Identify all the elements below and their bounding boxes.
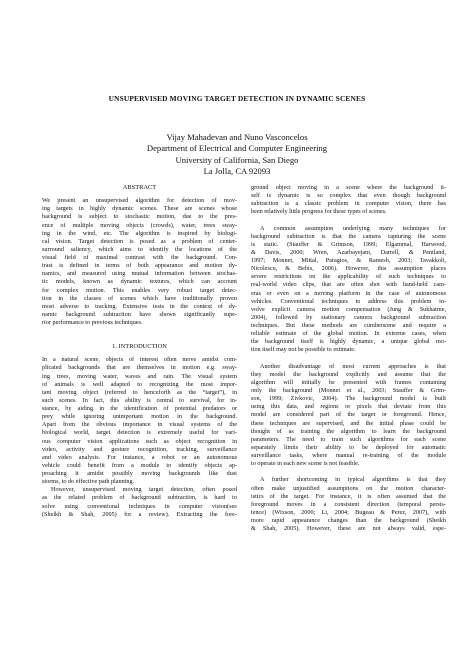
text-line: solve using conventional techniques in computer vision(see xyxy=(42,502,237,510)
text-line: often make unjustified assumptions on the motion character- xyxy=(251,484,446,492)
right-paragraph-2 xyxy=(251,225,446,355)
section-gap xyxy=(42,327,237,343)
text-line: reliable estimate of the global motion. In extreme cases, when xyxy=(251,330,446,338)
text-line: background subtraction is that the camera capturing the scene xyxy=(251,232,446,240)
text-line: tion itself may not be possible to estimate. xyxy=(251,346,356,354)
text-line: tic models, known as dynamic textures, which can account xyxy=(42,278,237,286)
text-line: namic background subtraction have shown significantly supe- xyxy=(42,310,237,318)
paragraph-gap xyxy=(251,217,446,225)
text-line: ing targets in highly dynamic scenes. These are scenes whose xyxy=(42,205,237,213)
right-paragraph-1 xyxy=(251,184,446,217)
author-names: Vijay Mahadevan and Nuno Vasconcelos xyxy=(166,132,308,142)
text-line: 1997; Monnet, Mittal, Paragios, & Ramesh, 2003; Tavakkoli, xyxy=(251,257,446,265)
text-line: most adverse to tracking. Extensive tests in the context of dy- xyxy=(42,302,237,310)
text-line: separately limits their ability to be deployed for automatic xyxy=(251,443,446,451)
text-line: is static. (Stauffer & Grimson, 1999; Elgammal, Harwood, xyxy=(251,240,446,248)
text-line: & Shah, 2005). However, these are not always valid, espe- xyxy=(251,525,446,533)
text-line: been relatively little progress for these types of scenes. xyxy=(251,208,387,216)
text-line: Nicolescu, & Bebis, 2006). However, this assumption places xyxy=(251,265,446,273)
text-line: such scenes. In fact, this ability is central to survival, for in- xyxy=(42,396,237,404)
text-line: biological world, target detection is extremely useful for vari- xyxy=(42,429,237,437)
text-line: video, activity and gesture recognition, tracking, surveillance xyxy=(42,445,237,453)
text-line: & Davis, 2000; Wren, Azarbayejani, Darrell, & Pentland, xyxy=(251,248,446,256)
text-line: as the related problem of background subtraction, is hard to xyxy=(42,494,237,502)
text-line: storms, to do effective path planning. xyxy=(42,478,135,486)
text-line: However, unsupervised moving target detection, often posed xyxy=(51,486,237,494)
text-line: plicated backgrounds that are themselves in motion e.g. sway- xyxy=(42,364,237,372)
text-line: We present an unsupervised algorithm for detection of mov- xyxy=(42,197,237,205)
text-line: the background itself is highly dynamic, a unique global mo- xyxy=(251,338,446,346)
text-line: thought of as training the algorithm to learn the background xyxy=(251,427,446,435)
left-column xyxy=(42,184,237,519)
text-line: eras or even on a moving platform in the case of autonomous xyxy=(251,289,446,297)
right-paragraph-4 xyxy=(251,476,446,533)
text-line: istics of the target. For instance, it is often assumed that the xyxy=(251,492,446,500)
text-line: background is subject to stochastic motion, due to the pres- xyxy=(42,213,237,221)
text-line: surround saliency, which aims to identify the locations of the xyxy=(42,245,237,253)
abstract-body xyxy=(42,197,237,327)
author-block xyxy=(0,132,474,178)
text-line: proaching it amidst possibly moving backgrounds like dust xyxy=(42,470,237,477)
introduction-paragraph-2 xyxy=(42,486,237,519)
text-line: only the background (Monnet et al., 2003; Stauffer & Grim- xyxy=(251,387,446,395)
text-line: ground object moving in a scene where the background it- xyxy=(251,184,446,191)
text-line: Another disadvantage of most current approaches is that xyxy=(260,362,446,370)
text-line: self is dynamic is so complex that even though background xyxy=(251,192,446,200)
text-line: subtraction is a classic problem in computer vision, there has xyxy=(251,200,446,208)
text-line: they model the background explicitly and assume that the xyxy=(251,370,446,378)
text-line: more rapid appearance changes than the background (Sheikh xyxy=(251,517,446,525)
right-paragraph-3 xyxy=(251,363,446,469)
text-line: for complex motion. This enables very robust target detec- xyxy=(42,286,237,294)
paragraph-gap xyxy=(251,355,446,363)
introduction-heading: 1. INTRODUCTION xyxy=(112,343,167,351)
text-line: vehicle could benefit from a module to identify objects ap- xyxy=(42,461,237,469)
text-line: 2004), followed by stationary camera background subtraction xyxy=(251,313,446,321)
text-line: ous computer vision applications such as object recognition in xyxy=(42,437,237,445)
introduction-paragraph-1 xyxy=(42,356,237,486)
text-line: prey while ignoring unimportant motion in the background. xyxy=(42,413,237,421)
text-line: algorithm will initially be presented with frames containing xyxy=(251,378,446,386)
paper-title: UNSUPERVISED MOVING TARGET DETECTION IN DYNAMIC SCENES xyxy=(108,94,366,103)
text-line: severe restrictions on the applicability of such techniques to xyxy=(251,273,446,281)
text-line: In a natural scene, objects of interest often move amidst com- xyxy=(42,356,237,364)
text-line: ing trees, moving water, waves and rain. The visual system xyxy=(42,372,237,380)
text-line: tion in the classes of scenes which have traditionally proven xyxy=(42,294,237,302)
text-line: stance, by aiding in the identification of potential predators or xyxy=(42,405,237,412)
text-line: tant moving object (referred to henceforth as the “target”), in xyxy=(42,388,237,396)
text-line: these techniques are supervised, and the initial phase could be xyxy=(251,419,446,427)
author-location: La Jolla, CA 92093 xyxy=(203,166,271,177)
paragraph-gap xyxy=(251,468,446,476)
text-line: foreground moves in a consistent direction (temporal persis- xyxy=(251,500,446,508)
text-line: ing in the wind, etc. The algorithm is inspired by biologi- xyxy=(42,229,237,237)
text-line: and video analysis. For instance, a robot or an autonomous xyxy=(42,453,237,461)
author-university: University of California, San Diego xyxy=(175,154,299,165)
text-line: vehicles. Conventional techniques to address this problem in- xyxy=(251,297,446,305)
text-line: Apart from the obvious importance in visual systems of the xyxy=(42,421,237,429)
text-line: A further shortcoming in typical algorithms is that they xyxy=(260,476,446,484)
text-line: visual field of maximal contrast with the background. Con- xyxy=(42,254,237,261)
text-line: rior performance to previous techniques. xyxy=(42,319,143,326)
text-line: model are considered part of the target or foreground. Hence, xyxy=(251,411,446,419)
text-line: son, 1999; Zivkovic, 2004). The background model is built xyxy=(251,395,446,403)
text-line: surveillance tasks, where manual re-training of the module xyxy=(251,452,446,460)
text-line: real-world video clips, that are often shot with hand-held cam- xyxy=(251,281,446,289)
text-line: parameters. The need to train such algorithms for each scene xyxy=(251,435,446,443)
right-column xyxy=(251,184,446,533)
text-line: volve explicit camera motion compensation (Jung & Sukhatme, xyxy=(251,305,446,313)
text-line: A common assumption underlying many techniques for xyxy=(260,224,446,232)
text-line: techniques. But these methods are cumbersome and require a xyxy=(251,322,446,330)
text-line: using this data, and regions or pixels that deviate from this xyxy=(251,403,446,411)
text-line: of animals is well adapted to recognizing the most impor- xyxy=(42,380,237,388)
text-line: ence of multiple moving objects (crowds), water, trees sway- xyxy=(42,221,237,229)
text-line: (Sheikh & Shah, 2005) for a review). Extracting the fore- xyxy=(42,510,237,518)
text-line: tence) (Wixson, 2000; Li, 2004; Bugeau & Perez, 2007), with xyxy=(251,508,446,516)
abstract-heading: ABSTRACT xyxy=(122,184,157,191)
text-line: to operate in each new scene is not feasible. xyxy=(251,460,360,468)
text-line: trast is defined in terms of both appearance and motion dy- xyxy=(42,262,237,270)
text-line: cal vision. Target detection is posed as a problem of center- xyxy=(42,237,237,245)
author-department: Department of Electrical and Computer Engineering xyxy=(146,143,328,154)
text-line: namics, and measured using mutual information between stochas- xyxy=(42,270,237,278)
